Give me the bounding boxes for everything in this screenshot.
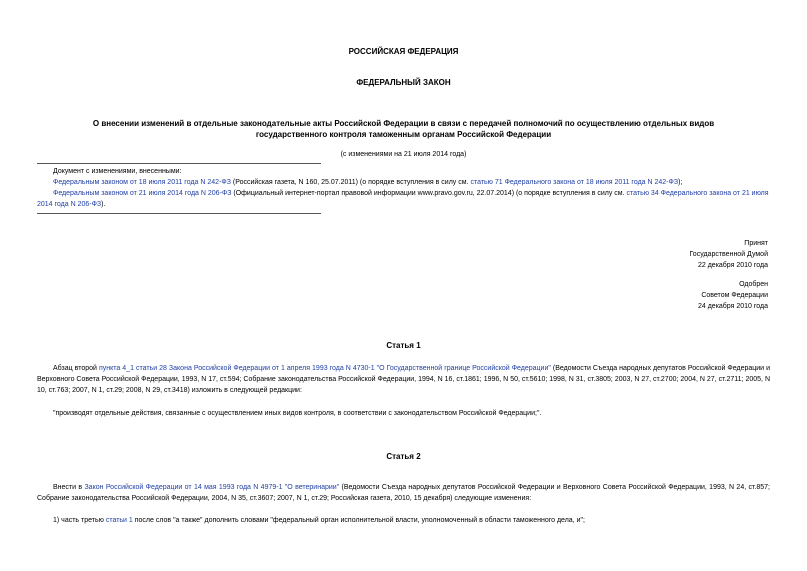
article-1-border-law-link[interactable]: пункта 4_1 статьи 28 Закона Российской Федерации от 1 апреля 1993 года N 4730-1 "О Государственной границе Российской Федерации" (98, 365, 551, 372)
article-2-p2-start: 1) часть третью (53, 517, 106, 524)
article-2-paragraph-2 (37, 515, 770, 526)
article-2-p2-rest: после слов "а также" дополнить словами "федеральный орган исполнительной власти, уполномоченный в области таможенного дела, и"; (132, 517, 585, 524)
article-1-paragraph-1 (37, 363, 770, 396)
changes-bottom-rule (37, 213, 321, 214)
article-2-paragraph-1 (37, 482, 770, 504)
changes-intro: Документ с изменениями, внесенными: (53, 168, 182, 175)
change-item-1-end: ); (678, 179, 683, 186)
law-title-line1: О внесении изменений в отдельные законодательные акты Российской Федерации в связи с передачей полномочий по осуществлению отдельных видов (92, 119, 715, 128)
law-type-heading: ФЕДЕРАЛЬНЫЙ ЗАКОН (356, 78, 451, 87)
adoption-council: Советом Федерации (701, 292, 768, 299)
article-1-heading: Статья 1 (386, 341, 421, 350)
article-2-p1-rest: (Ведомости Съезда народных депутатов Российской Федерации и Верховного Совета Российской Федерации, 1993, N 24, ст.857; Собрание законодательства Российской Федерации, 2004, N 35, ст.3607; 2007, N 1, ст.29; Российская газета, 2010, 15 декабря) следующие изменения: (37, 484, 770, 502)
adoption-approved: Одобрен (739, 281, 768, 288)
adoption-accepted: Принят (744, 240, 768, 247)
article-1-p1-rest: (Ведомости Съезда народных депутатов Российской Федерации и Верховного Совета Российской Федерации, 1993, N 17, ст.594; Собрание законодательства Российской Федерации, 1994, N 16, ст.1861; 1996, N 50, ст.5610; 1998, N 31, ст.3805; 2003, N 27, ст.2700; 2004, N 27, ст.2711; 2005, N 10, ст.763; 2007, N 1, ст.29; 2008, N 29, ст.3418) изложить в следующей редакции: (37, 365, 771, 394)
change-item-2-text: (Официальный интернет-портал правовой информации www.pravo.gov.ru, 22.07.2014) (о порядке вступления в силу см. (231, 190, 627, 197)
change-item-2-law-link[interactable]: Федеральным законом от 21 июля 2014 года N 206-ФЗ (53, 190, 232, 197)
change-item-2 (37, 188, 773, 210)
adoption-duma: Государственной Думой (689, 251, 768, 258)
article-1-p1-start: Абзац второй (53, 365, 99, 372)
change-item-1-article-link[interactable]: статью 71 Федерального закона от 18 июля 2011 года N 242-ФЗ (470, 179, 679, 186)
adoption-duma-date: 22 декабря 2010 года (697, 262, 768, 269)
change-item-1 (53, 177, 773, 188)
law-title-line2: государственного контроля таможенным органам Российской Федерации (255, 130, 552, 139)
adoption-council-date: 24 декабря 2010 года (697, 303, 768, 310)
revision-note: (с изменениями на 21 июля 2014 года) (340, 151, 467, 158)
change-item-1-law-link[interactable]: Федеральным законом от 18 июля 2011 года N 242-ФЗ (53, 179, 231, 186)
changes-top-rule (37, 163, 321, 164)
change-item-2-end: ). (101, 201, 106, 208)
article-2-article-1-link[interactable]: статьи 1 (105, 517, 133, 524)
country-heading: РОССИЙСКАЯ ФЕДЕРАЦИЯ (348, 47, 459, 56)
article-2-p1-start: Внести в (53, 484, 85, 491)
change-item-1-text: (Российская газета, N 160, 25.07.2011) (о порядке вступления в силу см. (230, 179, 471, 186)
article-2-heading: Статья 2 (386, 452, 421, 461)
change-item-2-article-link[interactable]: статью 34 Федерального закона от 21 июля 2014 года N 206-ФЗ (37, 190, 769, 208)
article-1-paragraph-2: "производят отдельные действия, связанные с осуществлением иных видов контроля, в соответствии с законодательством Российской Федерации;". (53, 410, 542, 417)
article-2-veterinary-law-link[interactable]: Закон Российской Федерации от 14 мая 1993 года N 4979-1 "О ветеринарии" (84, 484, 340, 491)
